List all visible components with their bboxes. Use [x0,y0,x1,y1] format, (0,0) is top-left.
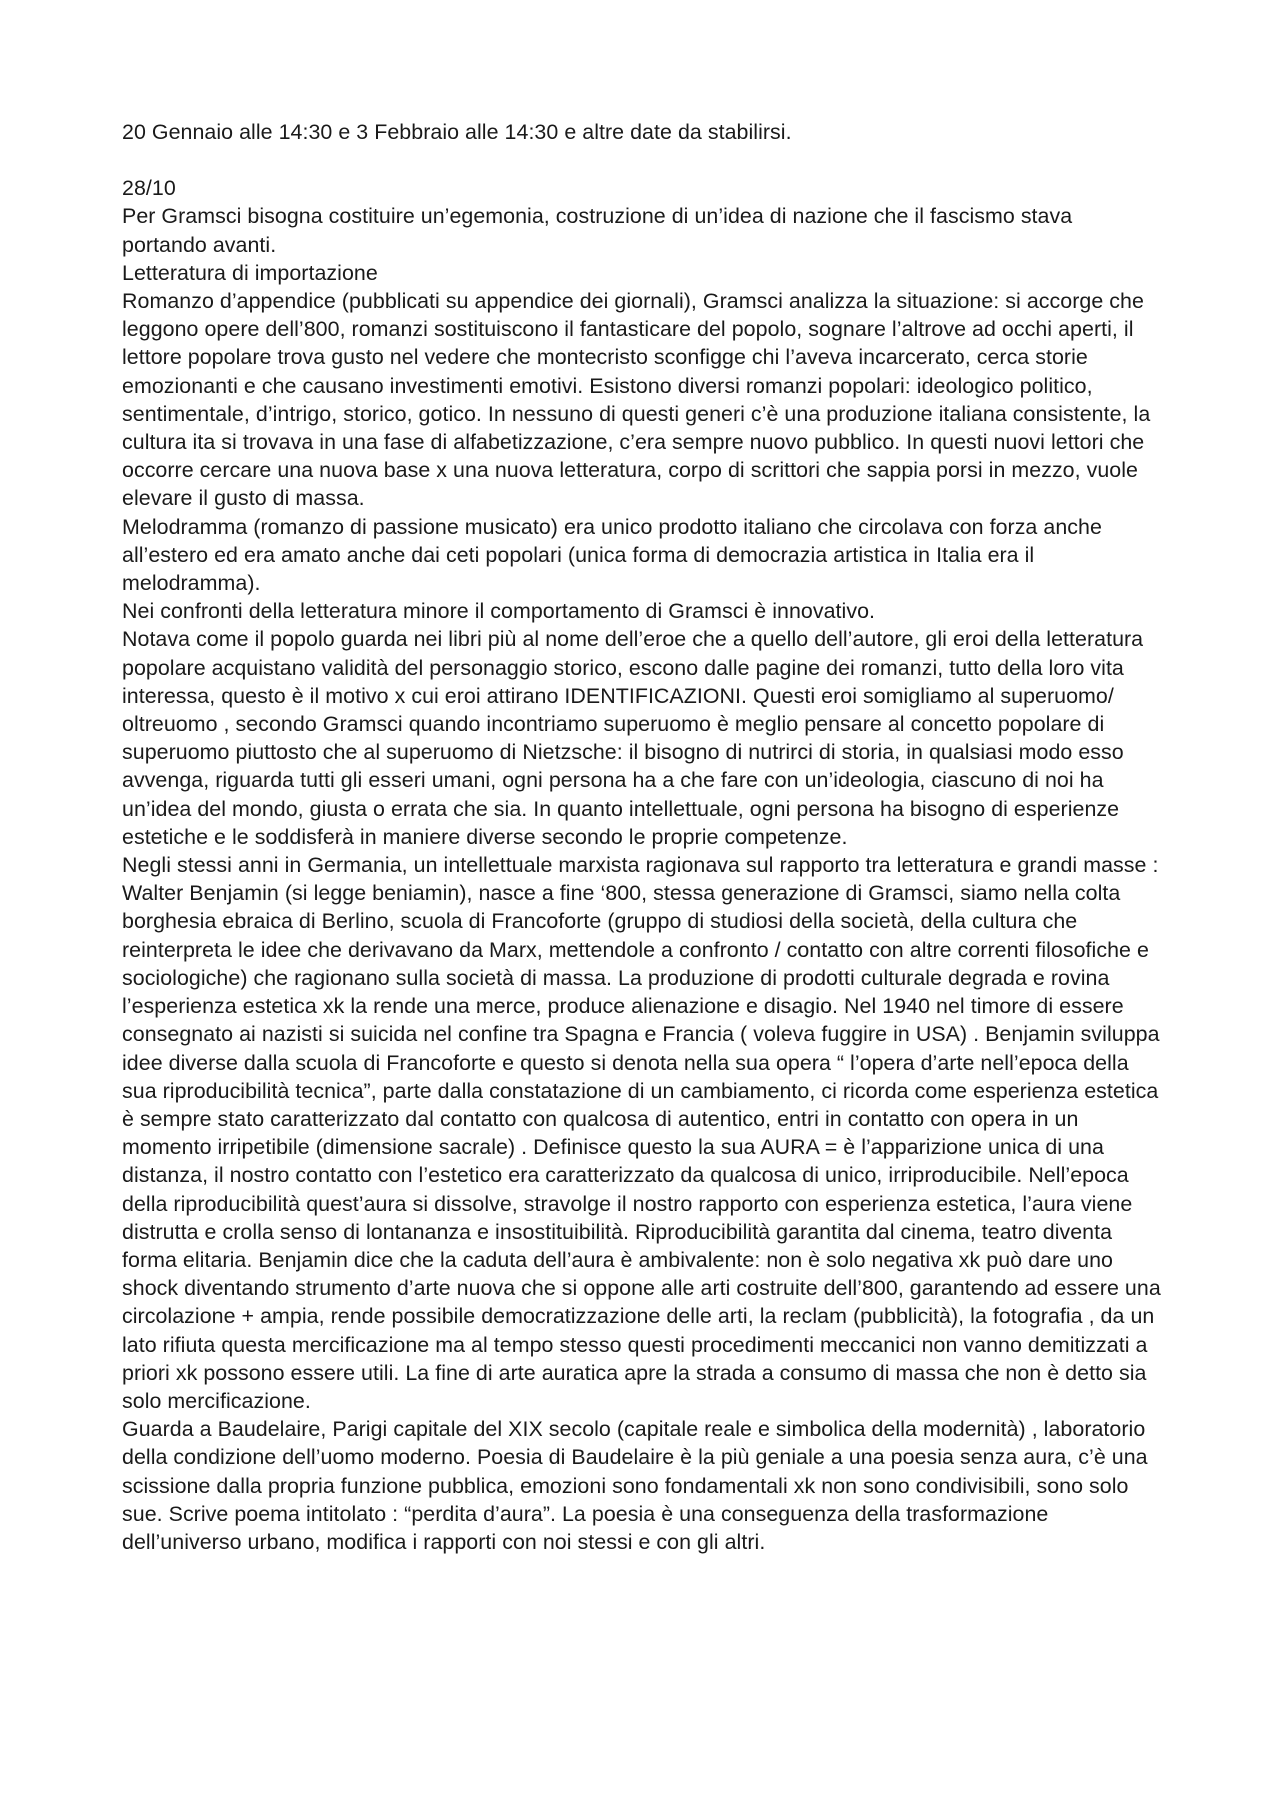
paragraph-baudelaire: Guarda a Baudelaire, Parigi capitale del XIX secolo (capitale reale e simbolica della modernità) , laboratorio della condizione dell’uomo moderno. Poesia di Baudelaire è la più geniale a una poesia senza aura, c’è una scissione dalla propria funzione pubblica, emozioni sono fondamentali xk non sono condivisibili, sono solo sue. Scrive poema intitolato : “perdita d’aura”. La poesia è una conseguenza della trasformazione dell’universo urbano, modifica i rapporti con noi stessi e con gli altri. [122,1417,1148,1554]
blank-line [122,146,1162,174]
paragraph-egemonia: Per Gramsci bisogna costituire un’egemonia, costruzione di un’idea di nazione che il fascismo stava portando avanti. [122,204,1073,257]
paragraph-benjamin: Negli stessi anni in Germania, un intellettuale marxista ragionava sul rapporto tra letteratura e grandi masse : Walter Benjamin (si legge beniamin), nasce a fine ‘800, stessa generazione di Gramsci, siamo nella colta borghesia ebraica di Berlino, scuola di Francoforte (gruppo di studiosi della società, della cultura che reinterpreta le idee che derivavano da Marx, mettendole a confronto / contatto con altre correnti filosofiche e sociologiche) che ragionano sulla società di massa. La produzione di prodotti culturale degrada e rovina l’esperienza estetica xk la rende una merce, produce alienazione e disagio. Nel 1940 nel timore di essere consegnato ai nazisti si suicida nel confine tra Spagna e Francia ( voleva fuggire in USA) . Benjamin sviluppa idee diverse dalla scuola di Francoforte e questo si denota nella sua opera “ l’opera d’arte nell’epoca della sua riproducibilità tecnica”, parte dalla constatazione di un cambiamento, ci ricorda come esperienza estetica è sempre stato caratterizzato dal contatto con qualcosa di autentico, entri in contatto con opera in un momento irripetibile (dimensione sacrale) . Definisce questo la sua AURA = è l’apparizione unica di una distanza, il nostro contatto con l’estetico era caratterizzato da qualcosa di unico, irriproducibile. Nell’epoca della riproducibilità quest’aura si dissolve, stravolge il nostro rapporto con esperienza estetica, l’aura viene distrutta e crolla senso di lontananza e insostituibilità. Riproducibilità garantita dal cinema, teatro diventa forma elitaria. Benjamin dice che la caduta dell’aura è ambivalente: non è solo negativa xk può dare uno shock diventando strumento d’arte nuova che si oppone alle arti costruite dell’800, garantendo ad essere una circolazione + ampia, rende possibile democratizzazione delle arti, la reclam (pubblicità), la fotografia , da un lato rifiuta questa mercificazione ma al tempo stesso questi procedimenti meccanici non vanno demitizzati a priori xk possono essere utili. La fine di arte auratica apre la strada a consumo di massa che non è detto sia solo mercificazione. [122,853,1161,1413]
section-date: 28/10 [122,176,176,201]
paragraph-letteratura-minore: Nei confronti della letteratura minore il comportamento di Gramsci è innovativo. [122,599,876,624]
date-line: 20 Gennaio alle 14:30 e 3 Febbraio alle 14:30 e altre date da stabilirsi. [122,120,792,144]
paragraph-melodramma: Melodramma (romanzo di passione musicato) era unico prodotto italiano che circolava con forza anche all’estero ed era amato anche dai ceti popolari (unica forma di democrazia artistica in Italia era il melodramma). [122,514,1102,596]
paragraph-romanzo-appendice: Romanzo d’appendice (pubblicati su appendice dei giornali), Gramsci analizza la situazione: si accorge che leggono opere dell’800, romanzi sostituiscono il fantasticare del popolo, sognare l’altrove ad occhi aperti, il lettore popolare trova gusto nel vedere che montecristo sconfigge chi l’aveva incarcerato, cerca storie emozionanti e che causano investimenti emotivi. Esistono diversi romanzi popolari: ideologico politico, sentimentale, d’intrigo, storico, gotico. In nessuno di questi generi c’è una produzione italiana consistente, la cultura ita si trovava in una fase di alfabetizzazione, c’era sempre nuovo pubblico. In questi nuovi lettori che occorre cercare una nuova base x una nuova letteratura, corpo di scrittori che sappia porsi in mezzo, vuole elevare il gusto di massa. [122,289,1151,511]
paragraph-heading-importazione: Letteratura di importazione [122,260,378,285]
document-page [122,118,1162,1556]
paragraph-eroi: Notava come il popolo guarda nei libri più al nome dell’eroe che a quello dell’autore, gli eroi della letteratura popolare acquistano validità del personaggio storico, escono dalle pagine dei romanzi, tutto della loro vita interessa, questo è il motivo x cui eroi attirano IDENTIFICAZIONI. Questi eroi somigliamo al superuomo/ oltreuomo , secondo Gramsci quando incontriamo superuomo è meglio pensare al concetto popolare di superuomo piuttosto che al superuomo di Nietzsche: il bisogno di nutrirci di storia, in qualsiasi modo esso avvenga, riguarda tutti gli esseri umani, ogni persona ha a che fare con un’ideologia, ciascuno di noi ha un’idea del mondo, giusta o errata che sia. In quanto intellettuale, ogni persona ha bisogno di esperienze estetiche e le soddisferà in maniere diverse secondo le proprie competenze. [122,627,1144,849]
